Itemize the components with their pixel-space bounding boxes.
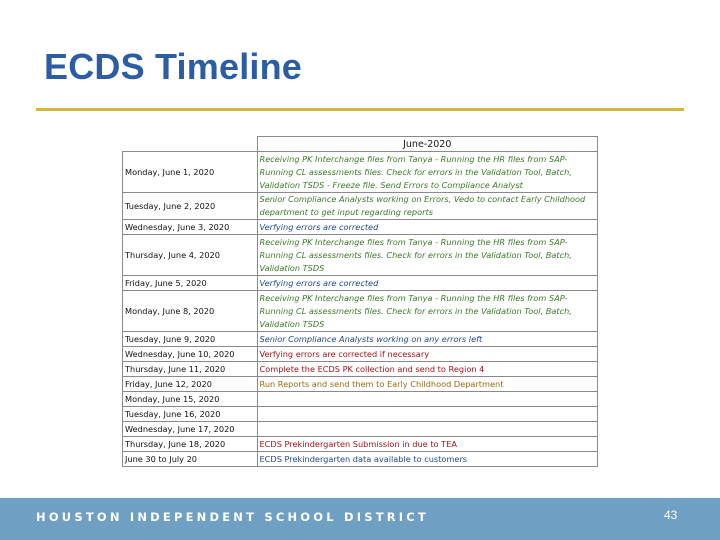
slide-title: ECDS Timeline: [44, 46, 303, 87]
task-cell: Complete the ECDS PK collection and send to Region 4: [257, 362, 598, 377]
task-cell: Verfying errors are corrected if necessary: [257, 347, 598, 362]
task-cell: Receiving PK Interchange files from Tanya - Running the HR files from SAP- Running CL assessments files. Check for errors in the Validation Tool, Batch, Validation TSDS: [257, 235, 598, 276]
task-cell: [257, 407, 598, 422]
date-cell: Monday, June 8, 2020: [123, 291, 258, 332]
table-row: [123, 362, 598, 377]
footer-district-name: HOUSTON INDEPENDENT SCHOOL DISTRICT: [36, 510, 429, 524]
date-cell: Monday, June 1, 2020: [123, 152, 258, 193]
table-row: [123, 220, 598, 235]
header-spacer: [123, 137, 258, 152]
task-cell: Receiving PK Interchange files from Tanya - Running the HR files from SAP- Running CL assessments files. Check for errors in the Validation Tool, Batch, Validation TSDS: [257, 291, 598, 332]
date-cell: Thursday, June 18, 2020: [123, 437, 258, 452]
date-cell: Friday, June 5, 2020: [123, 276, 258, 291]
date-cell: Monday, June 15, 2020: [123, 392, 258, 407]
task-cell: Run Reports and send them to Early Childhood Department: [257, 377, 598, 392]
task-cell: ECDS Prekindergarten Submission in due to TEA: [257, 437, 598, 452]
page-number: 43: [664, 508, 678, 522]
table-row: [123, 437, 598, 452]
task-cell: Verfying errors are corrected: [257, 276, 598, 291]
table-row: [123, 392, 598, 407]
date-cell: Thursday, June 11, 2020: [123, 362, 258, 377]
date-cell: Wednesday, June 3, 2020: [123, 220, 258, 235]
table-row: [123, 422, 598, 437]
table-row: [123, 291, 598, 332]
date-cell: Thursday, June 4, 2020: [123, 235, 258, 276]
date-cell: Friday, June 12, 2020: [123, 377, 258, 392]
timeline-body: [123, 152, 598, 467]
task-cell: Verfying errors are corrected: [257, 220, 598, 235]
table-row: [123, 377, 598, 392]
table-row: [123, 407, 598, 422]
table-row: [123, 235, 598, 276]
date-cell: Wednesday, June 17, 2020: [123, 422, 258, 437]
table-header-row: [123, 137, 598, 152]
task-cell: ECDS Prekindergarten data available to customers: [257, 452, 598, 467]
table-row: [123, 276, 598, 291]
table-row: [123, 193, 598, 220]
table-row: [123, 452, 598, 467]
table-row: [123, 332, 598, 347]
date-cell: Tuesday, June 16, 2020: [123, 407, 258, 422]
date-cell: Tuesday, June 9, 2020: [123, 332, 258, 347]
table-row: [123, 152, 598, 193]
task-cell: Receiving PK Interchange files from Tanya - Running the HR files from SAP- Running CL assessments files. Check for errors in the Validation Tool, Batch, Validation TSDS - Freeze file. Send Errors to Compliance Analyst: [257, 152, 598, 193]
timeline-table: [122, 136, 598, 467]
title-divider: [36, 108, 684, 111]
month-header: June-2020: [257, 137, 598, 152]
footer-bar: [0, 498, 720, 540]
date-cell: June 30 to July 20: [123, 452, 258, 467]
task-cell: Senior Compliance Analysts working on any errors left: [257, 332, 598, 347]
table-row: [123, 347, 598, 362]
date-cell: Tuesday, June 2, 2020: [123, 193, 258, 220]
task-cell: Senior Compliance Analysts working on Errors, Vedo to contact Early Childhood department to get input regarding reports: [257, 193, 598, 220]
date-cell: Wednesday, June 10, 2020: [123, 347, 258, 362]
task-cell: [257, 422, 598, 437]
task-cell: [257, 392, 598, 407]
